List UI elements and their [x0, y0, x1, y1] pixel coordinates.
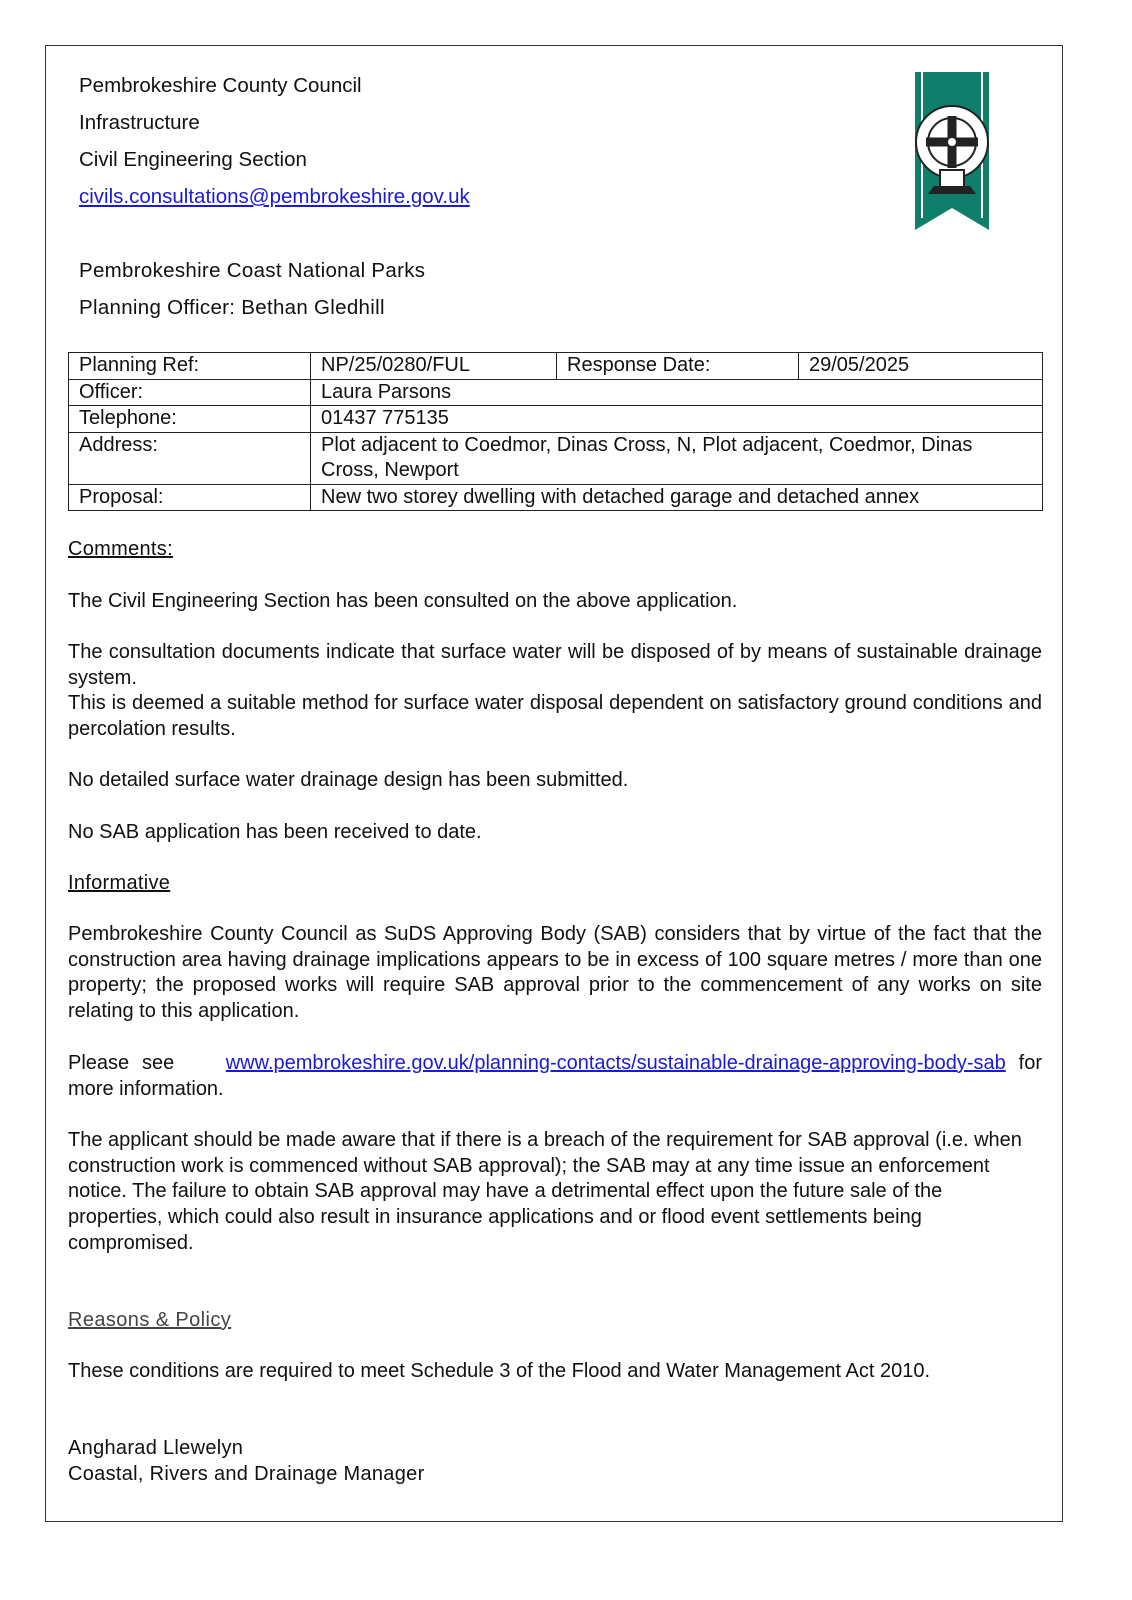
planning-ref-label: Planning Ref:: [69, 353, 311, 380]
comment-paragraph: This is deemed a suitable method for surface water disposal dependent on satisfactory ground conditions and percolation results.: [68, 692, 1042, 740]
recipient-block: [79, 252, 425, 326]
signature-name: Angharad Llewelyn: [68, 1437, 244, 1459]
response-date-label: Response Date:: [557, 353, 799, 380]
comments-heading: Comments:: [68, 538, 173, 560]
please-see-text: Please see: [68, 1052, 175, 1074]
comment-paragraph: The consultation documents indicate that surface water will be disposed of by means of sustainable drainage system.: [68, 641, 1042, 689]
informative-heading: Informative: [68, 872, 171, 894]
more-info-text: for more information.: [68, 1052, 1042, 1100]
reasons-paragraph: These conditions are required to meet Schedule 3 of the Flood and Water Management Act 2010.: [68, 1360, 931, 1382]
council-logo: [912, 70, 992, 232]
informative-paragraph: The applicant should be made aware that if there is a breach of the requirement for SAB approval (i.e. when construction work is commenced without SAB approval); the SAB may at any time issue an enforcement notice. The failure to obtain SAB approval may have a detrimental effect upon the future sale of the properties, which could also result in insurance applications and or flood event settlements being compromised.: [68, 1129, 1022, 1254]
informative-link-paragraph: [68, 1051, 1042, 1102]
sab-info-link[interactable]: www.pembrokeshire.gov.uk/planning-contacts/sustainable-drainage-approving-body-sab: [225, 1052, 1006, 1074]
officer: Laura Parsons: [311, 379, 1043, 406]
officer-label: Officer:: [69, 379, 311, 406]
telephone-label: Telephone:: [69, 406, 311, 433]
comment-paragraph: No detailed surface water drainage design has been submitted.: [68, 769, 629, 791]
application-details-table: [68, 352, 1043, 511]
proposal: New two storey dwelling with detached garage and detached annex: [311, 484, 1043, 511]
comment-paragraph: No SAB application has been received to date.: [68, 821, 482, 843]
proposal-label: Proposal:: [69, 484, 311, 511]
planning-ref: NP/25/0280/FUL: [311, 353, 557, 380]
sender-block: [79, 67, 470, 215]
telephone: 01437 775135: [311, 406, 1043, 433]
section: Civil Engineering Section: [79, 148, 307, 171]
response-date: 29/05/2025: [799, 353, 1043, 380]
address-label: Address:: [69, 432, 311, 484]
council-name: Pembrokeshire County Council: [79, 74, 362, 97]
address: Plot adjacent to Coedmor, Dinas Cross, N, Plot adjacent, Coedmor, Dinas Cross, Newport: [311, 432, 1043, 484]
informative-paragraph: Pembrokeshire County Council as SuDS Approving Body (SAB) considers that by virtue of the fact that the construction area having drainage implications appears to be in excess of 100 square metres / more than one property; the proposed works will require SAB approval prior to the commencement of any works on site relating to this application.: [68, 923, 1042, 1023]
department: Infrastructure: [79, 111, 200, 134]
email-link[interactable]: civils.consultations@pembrokeshire.gov.uk: [79, 185, 470, 208]
reasons-heading: Reasons & Policy: [68, 1309, 232, 1331]
planning-officer: Planning Officer: Bethan Gledhill: [79, 296, 385, 319]
signature-title: Coastal, Rivers and Drainage Manager: [68, 1463, 425, 1485]
comment-paragraph: The Civil Engineering Section has been consulted on the above application.: [68, 590, 738, 612]
recipient: Pembrokeshire Coast National Parks: [79, 259, 426, 282]
